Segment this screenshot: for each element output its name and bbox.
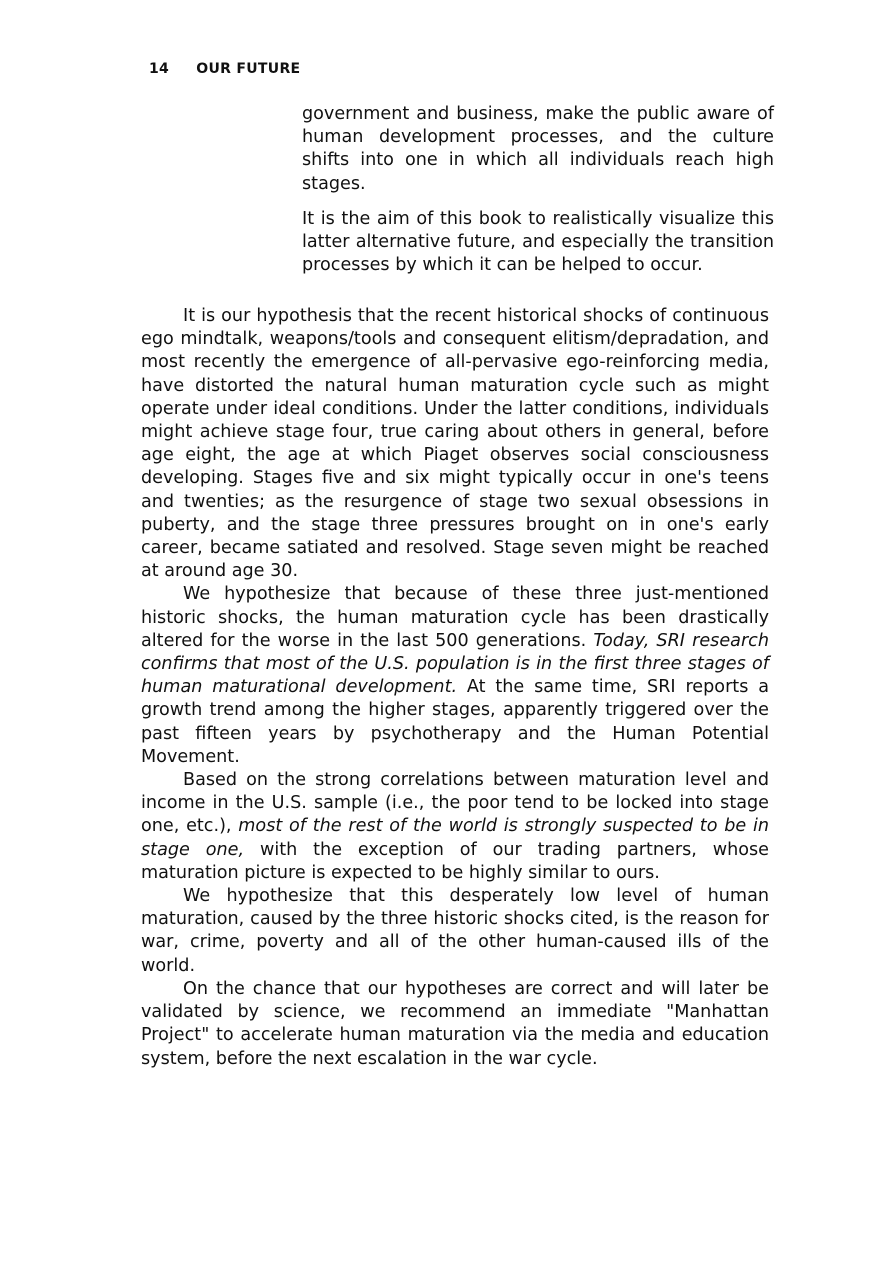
body-paragraph: We hypothesize that this desperately low level of human maturation, caused by the three historic shocks cited, is the reason for war, crime, poverty and all of the other human-caused ills of the world. [141, 886, 769, 976]
body-paragraph [141, 769, 769, 885]
body-paragraph: On the chance that our hypotheses are correct and will later be validated by science, we recommend an immediate "Manhattan Project" to accelerate human maturation via the media and education system, before the next escalation in the war cycle. [141, 978, 769, 1069]
body-text-run: We hypothesize that because of these three just-mentioned historic shocks, the human maturation cycle has been drastically altered for the worse in the last 500 generations. [141, 584, 769, 651]
running-header [149, 61, 300, 77]
block-paragraph: It is the aim of this book to realistically visualize this latter alternative future, and especially the transition processes by which it can be helped to occur. [302, 208, 774, 276]
body-paragraph: It is our hypothesis that the recent historical shocks of continuous ego mindtalk, weapons/tools and consequent elitism/depradation, and most recently the emergence of all-pervasive ego-reinforcing media, have distorted the natural human maturation cycle such as might operate under ideal conditions. Under the latter conditions, individuals might achieve stage four, true caring about others in general, before age eight, the age at which Piaget observes social consciousness developing. Stages five and six might typically occur in one's teens and twenties; as the resurgence of stage two sexual obsessions in puberty, and the stage three pressures brought on in one's early career, became satiated and resolved. Stage seven might be reached at around age 30. [141, 306, 769, 582]
body-text [141, 305, 769, 1071]
running-title: OUR FUTURE [196, 61, 301, 77]
body-text-run: Based on the strong correlations between maturation level and income in the U.S. sample (i.e., the poor tend to be locked into stage one, etc.), [141, 770, 769, 837]
indented-block [302, 103, 774, 289]
italic-emphasis: Today, SRI research confirms that most of the U.S. population is in the first three stages of human maturational development. [141, 630, 769, 698]
body-paragraph [141, 583, 769, 769]
body-text-run: At the same time, SRI reports a growth trend among the higher stages, apparently triggered over the past fifteen years by psychotherapy and the Human Potential Movement. [141, 677, 769, 767]
block-paragraph: government and business, make the public aware of human development processes, and the culture shifts into one in which all individuals reach high stages. [302, 104, 774, 194]
italic-emphasis: most of the rest of the world is strongly suspected to be in stage one, [141, 816, 769, 860]
body-text-run: with the exception of our trading partners, whose maturation picture is expected to be highly similar to ours. [141, 839, 770, 883]
page-number: 14 [149, 61, 170, 77]
